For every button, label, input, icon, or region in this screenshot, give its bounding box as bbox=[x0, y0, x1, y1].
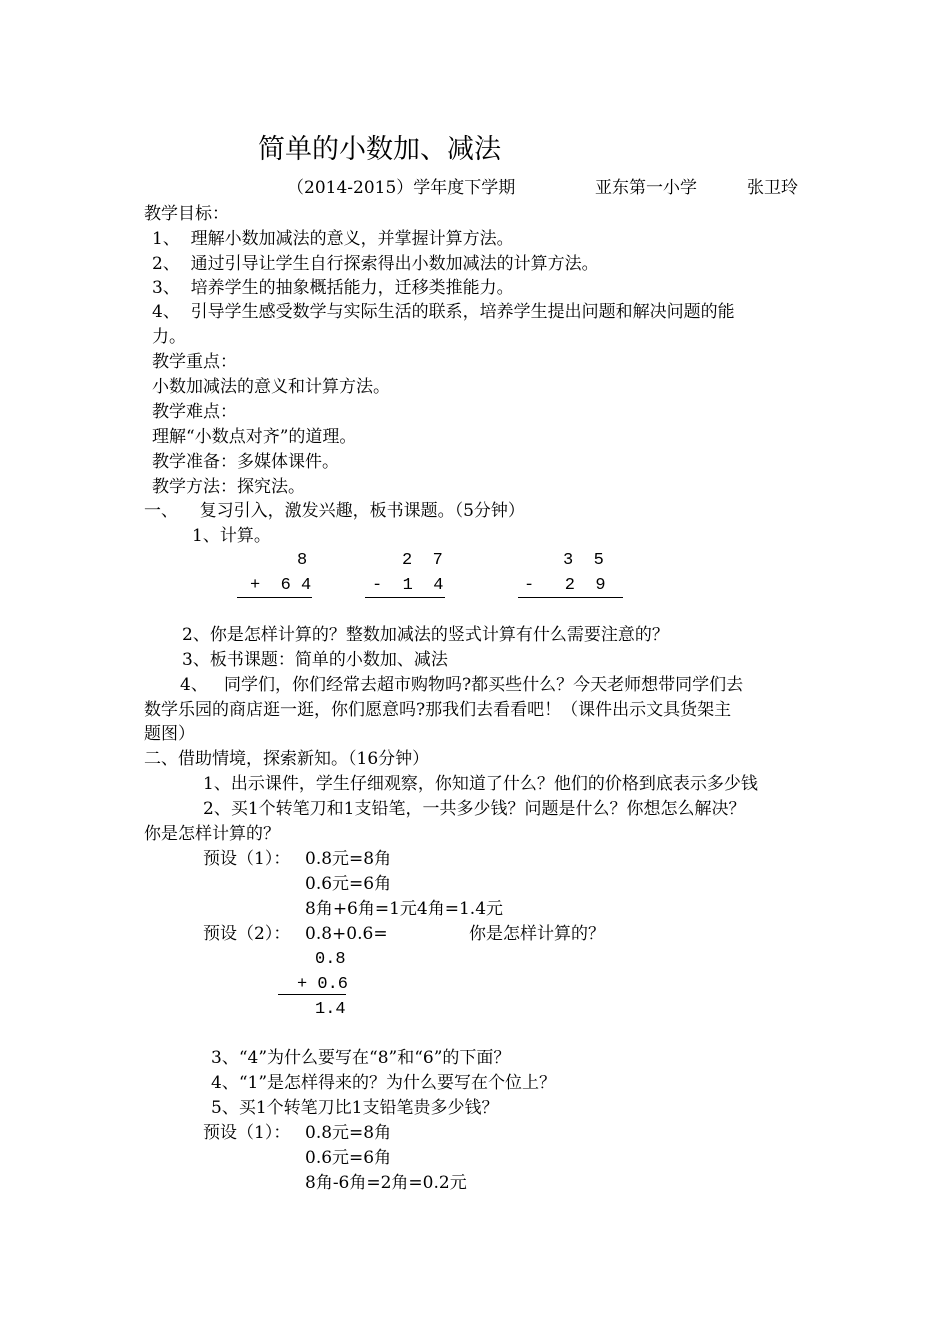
school-name: 亚东第一小学 bbox=[595, 178, 697, 198]
preset-3-line: 0.6元=6角 bbox=[305, 1148, 392, 1168]
calc-1-top: 8 bbox=[297, 551, 308, 570]
preset-1-line: 8角+6角=1元4角=1.4元 bbox=[305, 899, 504, 919]
preset-2-question: 你是怎样计算的？ bbox=[469, 924, 605, 944]
calc-1-underline bbox=[237, 597, 312, 598]
step-3-text: 3、“4”为什么要写在“8”和“6”的下面？ bbox=[211, 1048, 511, 1068]
goal-item: 4、 引导学生感受数学与实际生活的联系，培养学生提出问题和解决问题的能 bbox=[152, 302, 735, 322]
calc-3-underline bbox=[518, 597, 623, 598]
term-text: （2014-2015）学年度下学期 bbox=[287, 178, 516, 198]
step-4-text-cont: 数学乐园的商店逛一逛，你们愿意吗?那我们去看看吧！（课件出示文具货架主 bbox=[144, 700, 732, 720]
key-points-text: 小数加减法的意义和计算方法。 bbox=[152, 377, 390, 397]
step-1-text: 1、出示课件，学生仔细观察，你知道了什么？他们的价格到底表示多少钱 bbox=[203, 774, 758, 794]
goal-item: 3、 培养学生的抽象概括能力，迁移类推能力。 bbox=[152, 278, 514, 298]
goal-item: 2、 通过引导让学生自行探索得出小数加减法的计算方法。 bbox=[152, 254, 599, 274]
teacher-name: 张卫玲 bbox=[747, 178, 798, 198]
step-3-text: 3、板书课题：简单的小数加、减法 bbox=[182, 650, 448, 670]
vertical-top: 0.8 bbox=[315, 950, 346, 969]
step-5-text: 5、买1个转笔刀比1支铅笔贵多少钱？ bbox=[211, 1098, 499, 1118]
step-4-text: 4、 同学们，你们经常去超市购物吗?都买些什么？今天老师想带同学们去 bbox=[180, 675, 744, 695]
section-1-heading: 一、 复习引入，激发兴趣，板书课题。（5分钟） bbox=[144, 501, 525, 521]
vertical-underline bbox=[278, 994, 346, 995]
step-4-text: 4、“1”是怎样得来的？为什么要写在个位上？ bbox=[211, 1073, 557, 1093]
goal-item-continued: 力。 bbox=[152, 327, 186, 347]
calc-2-top: 2 7 bbox=[402, 551, 443, 570]
step-2-text: 2、你是怎样计算的？整数加减法的竖式计算有什么需要注意的？ bbox=[182, 625, 669, 645]
calc-3-bottom: - 2 9 bbox=[524, 576, 606, 595]
method-text: 教学方法：探究法。 bbox=[152, 477, 305, 497]
step-2-text-cont: 你是怎样计算的？ bbox=[144, 824, 280, 844]
step-4-text-end: 题图） bbox=[144, 724, 195, 744]
preset-2-label: 预设（2）： bbox=[203, 924, 291, 944]
goals-heading: 教学目标： bbox=[144, 204, 229, 224]
key-points-heading: 教学重点： bbox=[152, 352, 237, 372]
vertical-addend: + 0.6 bbox=[297, 975, 349, 994]
preset-1-line: 0.6元=6角 bbox=[305, 874, 392, 894]
preset-3-line: 0.8元=8角 bbox=[305, 1123, 392, 1143]
calc-2-bottom: - 1 4 bbox=[372, 576, 444, 595]
preset-2-expression: 0.8+0.6= bbox=[305, 924, 388, 944]
preset-3-label: 预设（1）： bbox=[203, 1123, 291, 1143]
preset-3-line: 8角-6角=2角=0.2元 bbox=[305, 1173, 467, 1193]
calc-1-bottom: + 6 4 bbox=[250, 576, 312, 595]
difficulty-text: 理解“小数点对齐”的道理。 bbox=[152, 427, 357, 447]
preparation-text: 教学准备：多媒体课件。 bbox=[152, 452, 339, 472]
calc-2-underline bbox=[365, 597, 445, 598]
calc-3-top: 3 5 bbox=[563, 551, 604, 570]
step-calc-label: 1、计算。 bbox=[192, 526, 271, 546]
step-2-text: 2、买1个转笔刀和1支铅笔，一共多少钱？问题是什么？你想怎么解决？ bbox=[203, 799, 746, 819]
difficulty-heading: 教学难点： bbox=[152, 402, 237, 422]
section-2-heading: 二、借助情境，探索新知。（16分钟） bbox=[144, 749, 430, 769]
vertical-result: 1.4 bbox=[315, 1000, 346, 1019]
goal-item: 1、 理解小数加减法的意义，并掌握计算方法。 bbox=[152, 229, 514, 249]
page-title: 简单的小数加、减法 bbox=[258, 134, 501, 165]
preset-1-line: 0.8元=8角 bbox=[305, 849, 392, 869]
preset-1-label: 预设（1）： bbox=[203, 849, 291, 869]
